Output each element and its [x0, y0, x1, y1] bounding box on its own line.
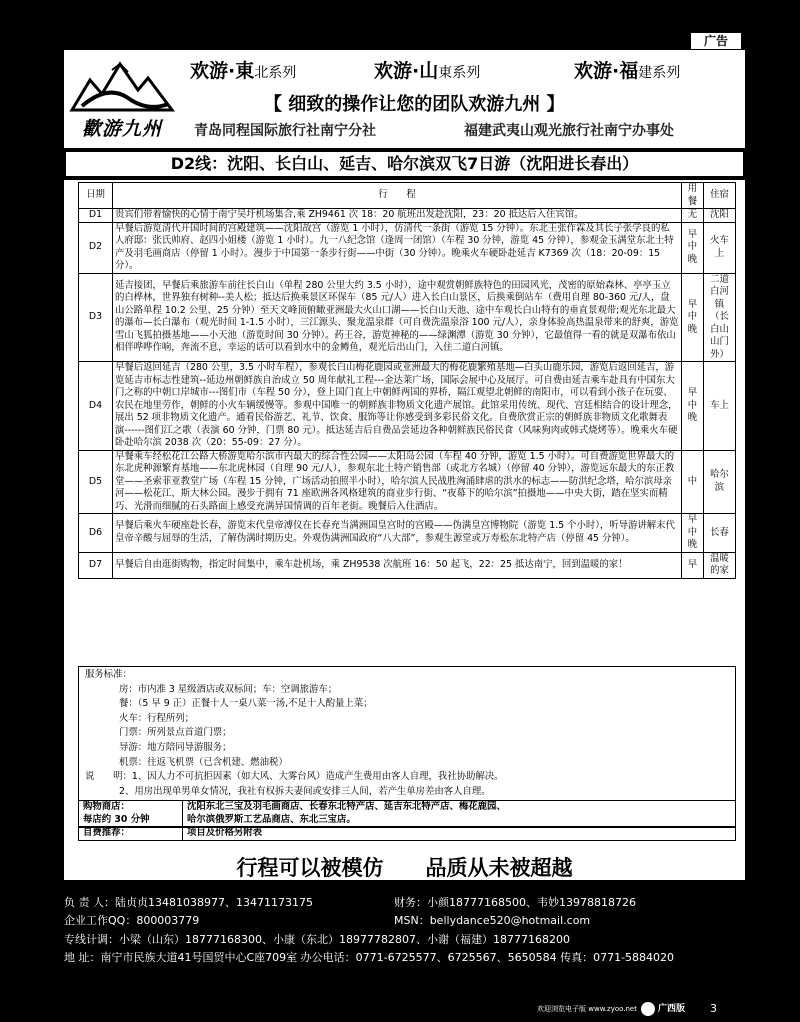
contact-row	[64, 894, 745, 912]
mountain-icon	[68, 54, 176, 116]
table-header-row	[79, 183, 736, 209]
header-itinerary: 行 程	[113, 183, 682, 209]
service-item: 房：市内准 3 星级酒店或双标间；车：空调旅游车；	[119, 683, 338, 695]
series-fujian	[574, 56, 680, 83]
shopping-table	[78, 800, 736, 841]
series-prefix: 欢游·	[574, 60, 620, 82]
contact-row	[64, 912, 745, 930]
day-cell: D7	[79, 552, 113, 578]
day-cell: D2	[79, 222, 113, 273]
shopping-label-line: 每店约 30 分钟	[83, 813, 150, 825]
itinerary-cell: 延吉接团，早餐后乘旅游车前往长白山（单程 280 公里大约 3.5 小时），途中观赏朝鲜族特色的田园风光，茂密的原始森林、亭亭玉立的白桦林，世界独有树种--美人松；抵达后换乘景区环保车（85 元/人）进入长白山景区，后换乘倒站车（费用自理 80-360 元/人，盘山公路单程 10.2 公里、25 分钟）至天文峰顶俯瞰亚洲最大火山口湖——长白山天池、途中车观长白山特有的垂直景观带;观光东北最大的瀑布—长白瀑布（观光时间 1-1.5 小时），三江源头、聚龙温泉群（可自费洗温泉浴 100 元/人），亲身体验高热温泉带来的舒爽，游览雪山飞狐拍摄基地——小天池（游览时间 30 分钟）。药王谷，游览神秘的——绿渊潭（游览 30 分钟），它最值得一看的就是双瀑布依山相伴哗哗作响，奔流不息，幸运的话可以看到水中的金鳟鱼，观光后出山门，入住二道白河镇。	[113, 273, 682, 362]
series-big: 福	[619, 60, 639, 82]
table-row	[79, 552, 736, 578]
meal-cell: 早中晚	[682, 222, 704, 273]
day-cell: D4	[79, 362, 113, 451]
series-suffix: 建系列	[638, 65, 681, 81]
meal-cell: 早中晚	[682, 362, 704, 451]
shopping-label	[79, 801, 183, 827]
table-row	[79, 450, 736, 514]
series-dongbei	[190, 56, 296, 83]
service-item: 餐：（5 早 9 正）正餐十人一桌八菜一汤,不足十人酌量上菜；	[119, 698, 373, 710]
stay-cell: 沈阳	[704, 209, 736, 223]
service-title: 服务标准：	[85, 669, 132, 680]
agency-left: 青岛同程国际旅行社南宁分社	[194, 123, 376, 139]
qq-contact: 企业工作QQ：800003779	[64, 914, 200, 928]
itinerary-cell: 早餐乘车经松花江公路大桥游览哈尔滨市内最大的综合性公园——太阳岛公园（车程 40 分钟，游览 1.5 小时）。可自费游览世界最大的东北虎种源繁育基地——东北虎林园（自理 90 元/人），参观东北土特产销售部（或北方名城）（停留 40 分钟），游览远东最大的东正教堂——圣索菲亚教堂广场（车程 15 分钟，广场活动拍照半小时），哈尔滨人民战胜洶涌肆虐的洪水的标志——防洪纪念塔，哈尔滨母亲河——松花江、斯大林公园。漫步于拥有 71 座欧洲各风格建筑的商业步行街、“夜幕下的哈尔滨”拍摄地——中央大街，踏在坚实而精巧、光滑而细腻的石头路面上感受充满异国情调的百年老街。晚餐后入住酒店。	[113, 450, 682, 514]
day-cell: D6	[79, 514, 113, 553]
meal-cell: 早	[682, 552, 704, 578]
itinerary-table	[78, 182, 736, 579]
slogan: 【 细致的操作让您的团队欢游九州 】	[264, 94, 565, 115]
shopping-label-line: 购物商店：	[83, 801, 130, 812]
manager-contact: 负 责 人：陆贞贞13481038977、13471173175	[64, 896, 313, 909]
meal-cell: 无	[682, 209, 704, 223]
series-prefix: 欢游·	[190, 60, 236, 82]
series-suffix: 北系列	[254, 65, 297, 81]
meal-cell: 早中晚	[682, 273, 704, 362]
day-cell: D3	[79, 273, 113, 362]
address: 地 址：南宁市民族大道41号国贸中心C座709室 办公电话：0771-6725577、6725567、5650584 传真：0771-5884020	[64, 951, 675, 965]
self-pay-row	[79, 827, 736, 841]
series-big: 山	[419, 60, 439, 82]
service-item: 机票：往返飞机票（已含机建、燃油税）	[119, 756, 288, 768]
page-number: 3	[710, 1002, 717, 1015]
footer-brand: 广西版	[657, 1004, 685, 1014]
meal-cell: 早中晚	[682, 514, 704, 553]
table-row	[79, 273, 736, 362]
stay-cell: 长春	[704, 514, 736, 553]
day-cell: D1	[79, 209, 113, 223]
itinerary-cell: 早餐后自由逛街购物，指定时间集中，乘车赴机场，乘 ZH9538 次航班 16：50 起飞，22：25 抵达南宁，回到温暖的家！	[113, 552, 682, 578]
contact-block	[64, 894, 745, 968]
stay-cell: 火车上	[704, 222, 736, 273]
self-pay-label: 自费推荐：	[79, 827, 183, 841]
series-big: 東	[235, 60, 255, 82]
logo-text: 歡游九州	[81, 118, 162, 140]
brand-seal-icon	[641, 1002, 655, 1016]
note-item: 2、用房出现单男单女情况，我社有权拆夫妻间或安排三人间，若产生单房差由客人自理。	[119, 785, 491, 797]
series-shandong	[374, 56, 480, 83]
header-stay: 住宿	[704, 183, 736, 209]
header-meal: 用餐	[682, 183, 704, 209]
shopping-row	[79, 801, 736, 827]
ad-tag: 广告	[690, 32, 742, 50]
route-title: D2线：沈阳、长白山、延吉、哈尔滨双飞7日游（沈阳进长春出）	[64, 150, 745, 178]
msn-contact: MSN：bellydance520@hotmail.com	[394, 914, 591, 928]
footer-website[interactable]: 欢迎浏览电子版 www.zyoo.net	[537, 1005, 637, 1013]
service-item: 门票：所列景点首道门票；	[119, 727, 232, 739]
brand-logo	[68, 54, 176, 142]
day-cell: D5	[79, 450, 113, 514]
header-day: 日期	[79, 183, 113, 209]
series-suffix: 東系列	[438, 65, 481, 81]
notes-block	[85, 770, 729, 785]
table-row	[79, 362, 736, 451]
footer	[64, 998, 745, 1020]
notes-label: 说 明：	[85, 771, 132, 783]
stay-cell: 车上	[704, 362, 736, 451]
table-row	[79, 209, 736, 223]
stay-cell: 哈尔滨	[704, 450, 736, 514]
service-item: 导游：地方陪同导游服务；	[119, 741, 232, 753]
service-item: 火车：行程所列；	[119, 712, 195, 724]
itinerary-cell: 早餐后返回延吉（280 公里，3.5 小时车程），参观长白山梅花鹿园或亚洲最大的梅花鹿繁殖基地—白头山鹿乐园，游览后返回延吉，游览延吉市标志性建筑--延边州朝鲜族自治成立 50 周年献礼工程---金达莱广场，国际会展中心及展厅。可自费由延吉乘车赴具有中国东大门之称的中朝口岸城市---图们市（车程 50 分），登上国门直上中朝鲜两国的界桥，隔江观望北朝鲜的南阳市，可以看到小孩子在玩耍、农民在地里劳作，朝鲜的小火车辆缓慢等。参观中国唯一的朝鲜族非物质文化遗产展馆。此馆采用传统、现代、宫廷相结合的设计理念，展出 52 项非物质文化遗产。通看民俗游艺、礼节、饮食、服饰等让你感受到多彩民俗文化。自费欣赏正宗的朝鲜族非物质文化歌舞表演------图们江之歌（表演 60 分钟，门票 80 元）。抵达延吉后自费品尝延边各种朝鲜族民俗民食（风味狗肉或韩式烧烤等）。晚乘火车硬卧赴哈尔滨 2038 次（20：55-09：27 分）。	[113, 362, 682, 451]
agency-right: 福建武夷山观光旅行社南宁办事处	[464, 123, 674, 139]
stores-line: 沈阳东北三宝及羽毛画商店、长春东北特产店、延吉东北特产店、梅花鹿园、	[187, 801, 506, 812]
note-item: 1、因人力不可抗拒因素（如大风、大雾台风）造成产生费用由客人自理，我社协助解决。	[131, 771, 504, 783]
itinerary-panel	[64, 180, 745, 880]
stay-cell: 温暖的家	[704, 552, 736, 578]
self-pay-value: 项目及价格另附表	[183, 827, 736, 841]
itinerary-cell: 早餐后游览清代开国时间的宫殿建筑——沈阳故宫（游览 1 小时），仿清代一条街（游览 15 分钟）。东北王张作霖及其长子张学良的私人府邸：张氏帅府、赵四小姐楼（游览 1 小时）。九一八纪念馆（逢周一闭馆）（车程 30 分钟，游览 45 分钟），参观金玉满堂东北土特产及羽毛画商店（停留 1 小时）。漫步于中国第一条步行街——中街（30 分钟）。晚乘火车硬卧赴延吉 K7369 次（18：20-09：15 分）。	[113, 222, 682, 273]
motto: 行程可以被模仿 品质从未被超越	[236, 856, 573, 880]
itinerary-cell: 贵宾们带着愉快的心情于南宁吴圩机场集合,乘 ZH9461 次 18：20 航班出发赴沈阳，23：20 抵达后入住宾馆。	[113, 209, 682, 223]
itinerary-cell: 早餐后乘火车硬座赴长春，游览末代皇帝溥仪在长春充当满洲国皇宫时的宫殿——伪满皇宫博物院（游览 1.5 个小时），听导游讲解末代皇帝辛酸与屈辱的生活，了解伪满时期历史。外观伪满洲国政府“八大部”，参观生源堂或万寿松东北特产店（停留 45 分钟）。	[113, 514, 682, 553]
finance-contact: 财务：小颜18777168500、韦妙13978818726	[394, 896, 636, 909]
series-prefix: 欢游·	[374, 60, 420, 82]
table-row	[79, 514, 736, 553]
stay-cell: 二道白河镇（长白山山门外）	[704, 273, 736, 362]
shopping-stores	[183, 801, 736, 827]
table-row	[79, 222, 736, 273]
meal-cell: 中	[682, 450, 704, 514]
stores-line: 哈尔滨俄罗斯工艺品商店、东北三宝店。	[187, 813, 356, 825]
header-banner	[64, 50, 745, 148]
line-contacts: 专线计调：小梁（山东）18777168300、小康（东北）18977782807、小谢（福建）18777168200	[64, 932, 570, 946]
